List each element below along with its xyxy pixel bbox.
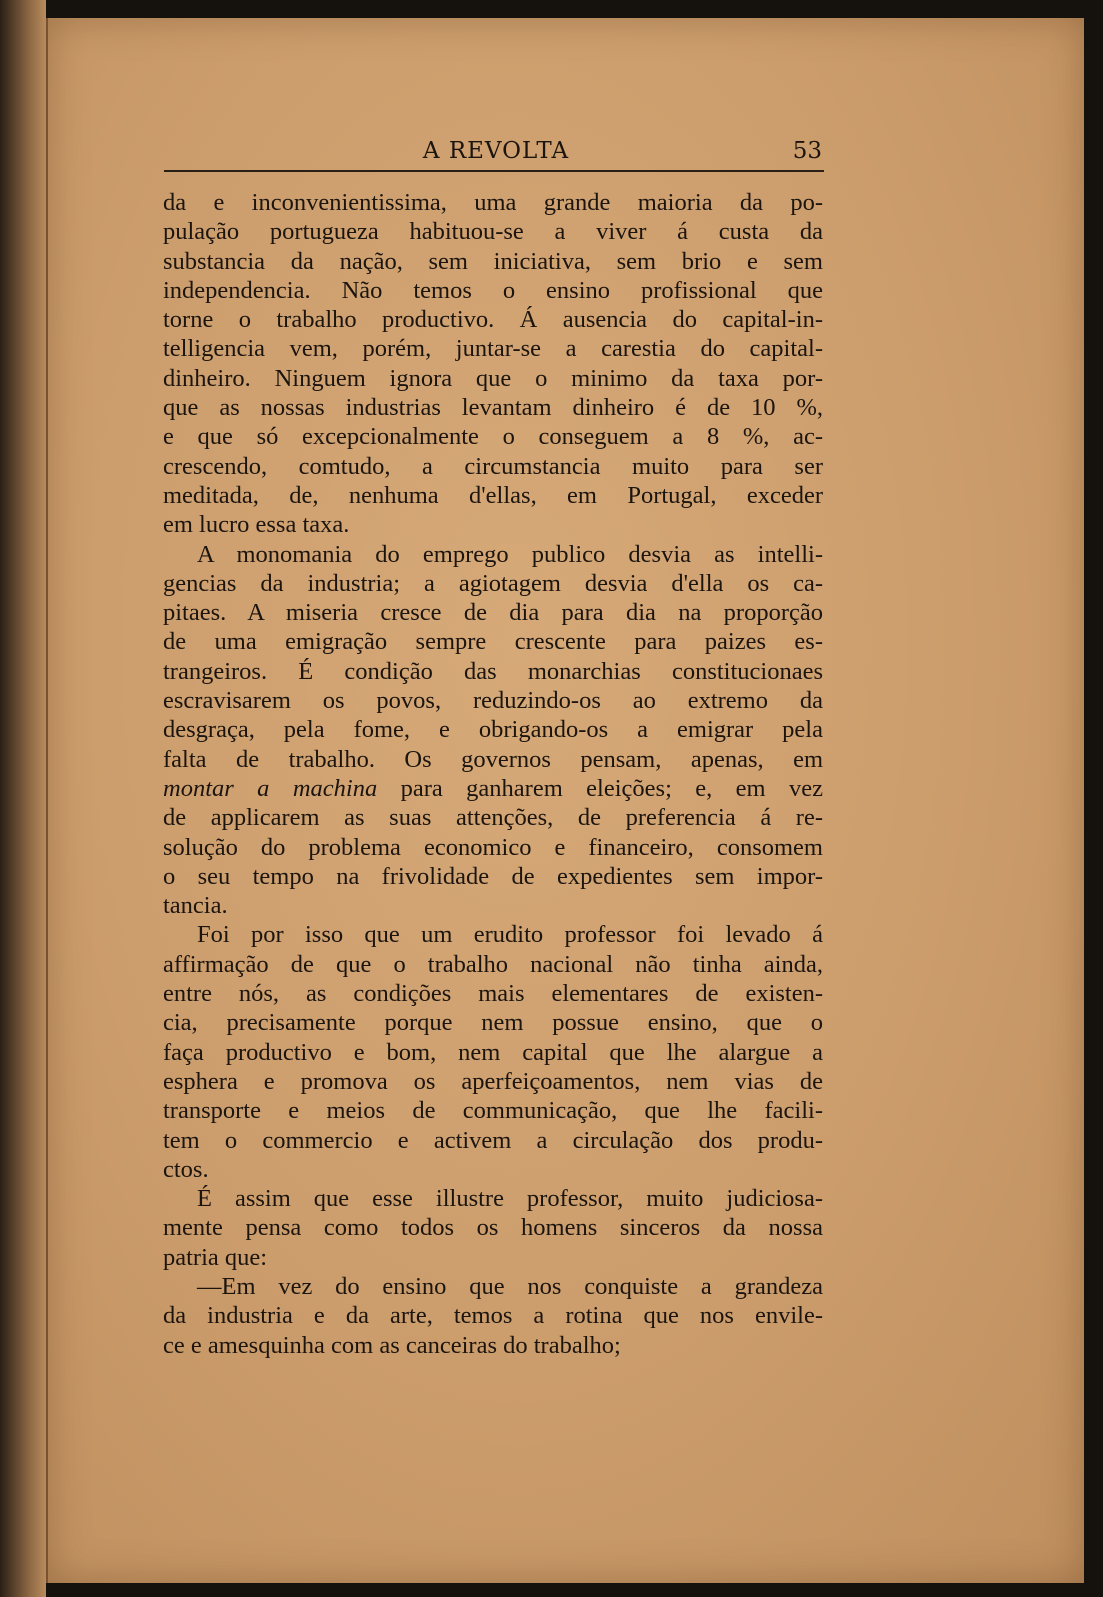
book-spine bbox=[0, 0, 46, 1597]
text-line: substancia da nação, sem iniciativa, sem brio e sem bbox=[163, 247, 823, 275]
text-line-rest: para ganharem eleições; e, em vez bbox=[400, 774, 823, 802]
text-line: esphera e promova os aperfeiçoamentos, nem vias de bbox=[163, 1067, 823, 1095]
text-line: pitaes. A miseria cresce de dia para dia na proporção bbox=[163, 599, 823, 627]
text-line: em lucro essa taxa. bbox=[163, 511, 350, 539]
text-line: meditada, de, nenhuma d'ellas, em Portugal, exceder bbox=[163, 481, 823, 509]
italic-phrase: montar a machina bbox=[163, 774, 378, 802]
text-line: tem o commercio e activem a circulação dos produ- bbox=[163, 1126, 823, 1154]
text-line: desgraça, pela fome, e obrigando-os a emigrar pela bbox=[163, 716, 823, 744]
text-line: patria que: bbox=[163, 1243, 268, 1271]
text-line: falta de trabalho. Os governos pensam, apenas, em bbox=[163, 745, 823, 773]
text-line: crescendo, comtudo, a circumstancia muito para ser bbox=[163, 452, 823, 480]
text-line: torne o trabalho productivo. Á ausencia do capital-in- bbox=[163, 306, 823, 334]
text-line: tancia. bbox=[163, 892, 228, 920]
header-rule bbox=[164, 170, 824, 172]
text-line: escravisarem os povos, reduzindo-os ao extremo da bbox=[163, 687, 823, 715]
text-line: entre nós, as condições mais elementares de existen- bbox=[163, 980, 823, 1008]
text-line: cia, precisamente porque nem possue ensino, que o bbox=[163, 1009, 823, 1037]
text-line-with-italic bbox=[163, 774, 823, 803]
running-title: A REVOLTA bbox=[422, 138, 570, 164]
text-line: dinheiro. Ninguem ignora que o minimo da taxa por- bbox=[163, 364, 823, 392]
text-line: gencias da industria; a agiotagem desvia d'ella os ca- bbox=[163, 569, 823, 597]
text-line: telligencia vem, porém, juntar-se a carestia do capital- bbox=[163, 335, 823, 363]
text-line: pulação portugueza habituou-se a viver á custa da bbox=[163, 218, 823, 246]
text-line: de uma emigração sempre crescente para paizes es- bbox=[163, 628, 823, 656]
text-line: transporte e meios de communicação, que lhe facili- bbox=[163, 1097, 823, 1125]
text-line: É assim que esse illustre professor, muito judiciosa- bbox=[197, 1185, 823, 1213]
text-line: que as nossas industrias levantam dinheiro é de 10 %, bbox=[163, 394, 823, 422]
text-line: o seu tempo na frivolidade de expedientes sem impor- bbox=[163, 862, 823, 890]
body-text bbox=[163, 188, 823, 1360]
text-line: Foi por isso que um erudito professor foi levado á bbox=[197, 921, 823, 949]
text-line: da industria e da arte, temos a rotina que nos envile- bbox=[163, 1302, 823, 1330]
text-line: ctos. bbox=[163, 1155, 209, 1183]
text-line: affirmação de que o trabalho nacional não tinha ainda, bbox=[163, 950, 823, 978]
text-line: trangeiros. É condição das monarchias constitucionaes bbox=[163, 657, 823, 685]
text-line: de applicarem as suas attenções, de preferencia á re- bbox=[163, 804, 823, 832]
page-number: 53 bbox=[792, 138, 822, 164]
text-line: mente pensa como todos os homens sinceros da nossa bbox=[163, 1214, 823, 1242]
text-line: independencia. Não temos o ensino profissional que bbox=[163, 276, 823, 304]
text-line: e que só excepcionalmente o conseguem a 8 %, ac- bbox=[163, 423, 823, 451]
text-line: A monomania do emprego publico desvia as intelli- bbox=[197, 540, 823, 568]
text-line: faça productivo e bom, nem capital que lhe alargue a bbox=[163, 1038, 823, 1066]
text-line: —Em vez do ensino que nos conquiste a grandeza bbox=[197, 1272, 823, 1300]
text-line: da e inconvenientissima, uma grande maioria da po- bbox=[163, 189, 823, 216]
text-line: solução do problema economico e financeiro, consomem bbox=[163, 833, 823, 861]
text-line: ce e amesquinha com as canceiras do trabalho; bbox=[163, 1331, 621, 1359]
